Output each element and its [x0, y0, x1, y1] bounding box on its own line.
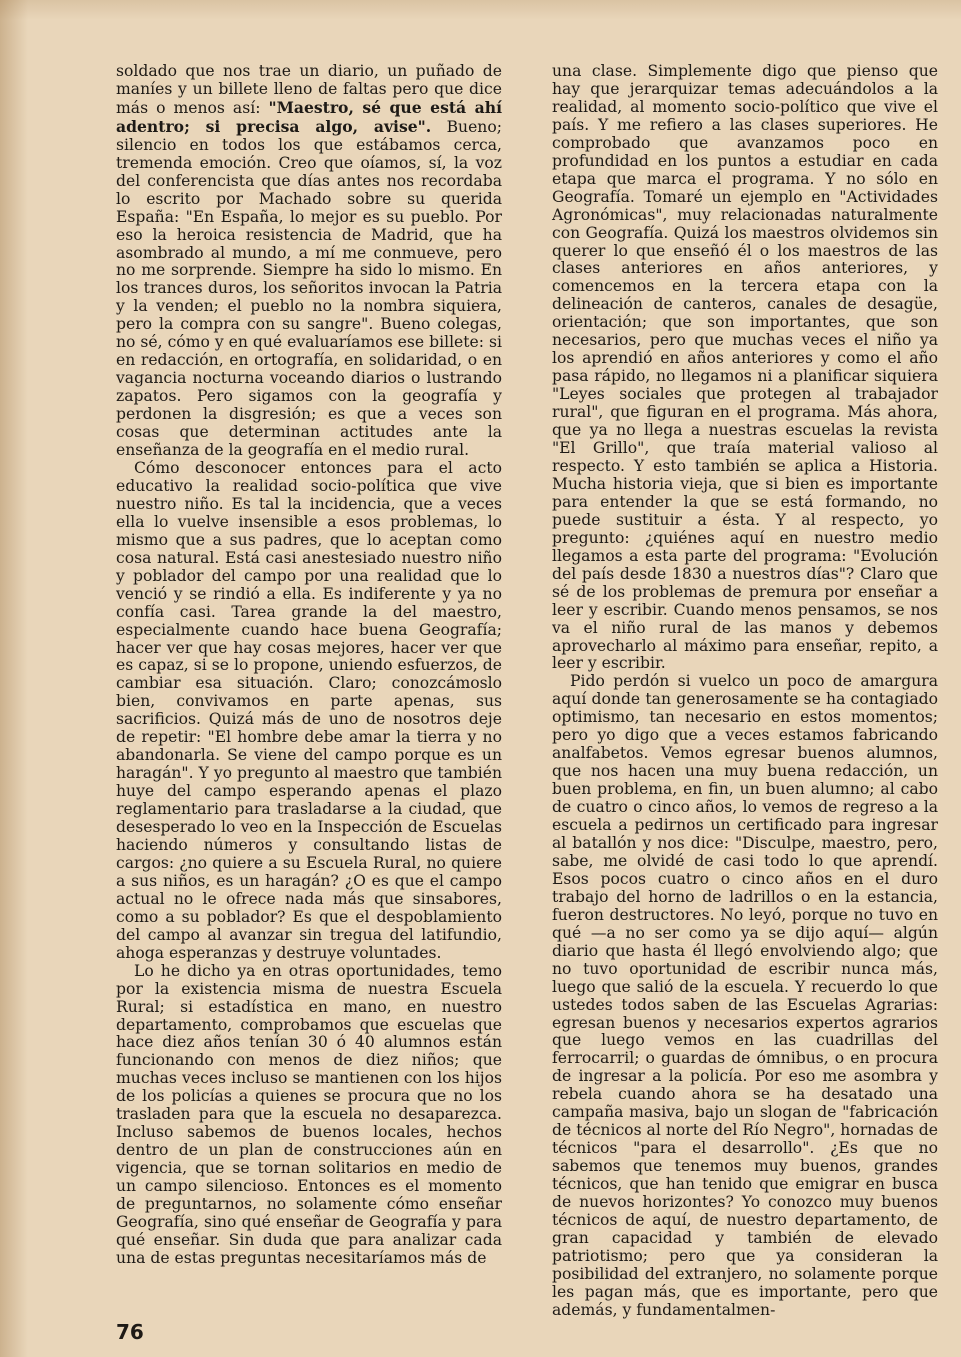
page-number: 76 — [116, 1320, 144, 1344]
left-paragraph-3: Lo he dicho ya en otras oportunidades, temo por la existencia misma de nuestra Escuela Rural; si estadística en mano, en nuestro departamento, comprobamos que escuelas que hace diez años tenían 30 ó 40 alumnos están funcionando con menos de diez niños; que muchas veces incluso se mantienen con los hijos de los policías a quienes se procura que no los trasladen para que la escuela no desaparezca. Incluso sabemos de buenos locales, hechos dentro de un plan de construcciones aún en vigencia, que se tornan solitarios en medio de un campo silencioso. Entonces es el momento de preguntarnos, no solamente cómo enseñar Geografía, sino qué enseñar de Geografía y para qué enseñar. Sin duda que para analizar cada una de estas preguntas necesitaríamos más de — [116, 961, 502, 1267]
left-column — [116, 63, 502, 1268]
right-paragraph-2: Pido perdón si vuelco un poco de amargura aquí donde tan generosamente se ha contagiado optimismo, tan necesario en estos momentos; pero yo digo que a veces estamos fabricando analfabetos. Vemos egresar buenos alumnos, que nos hacen una muy buena redacción, un buen problema, en fin, un buen alumno; al cabo de cuatro o cinco años, lo vemos de regreso a la escuela a pedirnos un certificado para ingresar al batallón y nos dice: "Disculpe, maestro, pero, sabe, me olvidé de casi todo lo que aprendí. Esos pocos cuatro o cinco años en el duro trabajo del horno de ladrillos o en la estancia, fueron destructores. No leyó, porque no tuvo en qué —a no ser como ya se dijo aquí— algún diario que hasta él llegó envolviendo algo; que no tuvo oportunidad de escribir nunca más, luego que salió de la escuela. Y recuerdo lo que ustedes todos saben de las Escuelas Agrarias: egresan buenos y necesarios expertos agrarios que luego vemos en las cuadrillas del ferrocarril; o guardas de ómnibus, o en procura de ingresar a la policía. Por eso me asombra y rebela cuando ahora se ha desatado una campaña masiva, bajo un slogan de "fabricación de técnicos al norte del Río Negro", hornadas de técnicos "para el desarrollo". ¿Es que no sabemos que tenemos muy buenos, grandes técnicos, que han tenido que emigrar en busca de nuevos horizontes? Yo conozco muy buenos técnicos de aquí, de nuestro departamento, de gran capacidad y también de elevado patriotismo; pero que ya consideran la posibilidad del extranjero, no solamente porque les pagan más, que es importante, pero que además, y fundamentalmen- — [552, 672, 938, 1319]
left-paragraph-1-end: Bueno; silencio en todos los que estábamos cerca, tremenda emoción. Creo que oíamos, sí, la voz del conferencista que días antes nos recordaba lo escrito por Machado sobre su querida España: "En España, lo mejor es su pueblo. Por eso la heroica resistencia de Madrid, que ha asombrado al mundo, a mí me conmueve, pero no me sorprende. Siempre ha sido lo mismo. En los trances duros, los señoritos invocan la Patria y la venden; el pueblo no la nombra siquiera, pero la compra con su sangre". Bueno colegas, no sé, cómo y en qué evaluaríamos ese billete: si en redacción, en ortografía, en solidaridad, o en vagancia nocturna voceando diarios o lustrando zapatos. Pero sigamos con la geografía y perdonen la disgresión; es que a veces son cosas que determinan actitudes ante la enseñanza de la geografía en el medio rural. — [116, 117, 502, 460]
left-paragraph-1 — [116, 63, 502, 460]
right-paragraph-1: una clase. Simplemente digo que pienso que hay que jerarquizar temas adecuándolos a la realidad, al momento socio-político que vive el país. Y me refiero a las clases superiores. He comprobado que avanzamos poco en profundidad en los puntos a estudiar en cada etapa que marca el programa. Y no sólo en Geografía. Tomaré un ejemplo en "Actividades Agronómicas", muy relacionadas naturalmente con Geografía. Quizá los maestros olvidemos sin querer lo que enseñó él o los maestros de las clases anteriores en años anteriores, y comencemos en la tercera etapa con la delineación de canteros, canales de desagüe, orientación; que son importantes, que son necesarios, pero que muchas veces el niño ya los aprendió en años anteriores y como el año pasa rápido, no llegamos ni a planificar siquiera "Leyes sociales que protegen al trabajador rural", que figuran en el programa. Más ahora, que ya no llega a nuestras escuelas la revista "El Grillo", que traía material valioso al respecto. Y esto también se aplica a Historia. Mucha historia vieja, que si bien es importante para entender la que se está formando, no puede sustituir a ésta. Y al respecto, yo pregunto: ¿quiénes aquí en nuestro medio llegamos a esta parte del programa: "Evolución del país desde 1830 a nuestros días"? Claro que sé de los problemas de premura por enseñar a leer y escribir. Cuando menos pensamos, se nos va el niño rural de las manos y debemos aprovecharlo al máximo para enseñar, repito, a leer y escribir. — [552, 62, 938, 673]
left-paragraph-2: Cómo desconocer entonces para el acto educativo la realidad socio-política que vive nuestro niño. Es tal la incidencia, que a veces ella lo vuelve insensible a esos problemas, lo mismo que a sus padres, que lo aceptan como cosa natural. Está casi anestesiado nuestro niño y poblador del campo por una realidad que lo venció y se rindió a ella. Es indiferente y ya no confía casi. Tarea grande la del maestro, especialmente cuando hace buena Geografía; hacer ver que hay cosas mejores, hacer ver que es capaz, si se lo propone, uniendo esfuerzos, de cambiar esa situación. Claro; conozcámoslo bien, convivamos en parte apenas, sus sacrificios. Quizá más de uno de nosotros deje de repetir: "El hombre debe amar la tierra y no abandonarla. Se viene del campo porque es un haragán". Y yo pregunto al maestro que también huye del campo esperando apenas el plazo reglamentario para trasladarse a la ciudad, que desesperado lo veo en la Inspección de Escuelas haciendo números y consultando listas de cargos: ¿no quiere a su Escuela Rural, no quiere a sus niños, es un haragán? ¿O es que el campo actual no le ofrece nada más que sinsabores, como a su poblador? Es que el despoblamiento del campo al avanzar sin tregua del latifundio, ahoga esperanzas y destruye voluntades. — [116, 458, 502, 962]
right-column — [552, 63, 938, 1320]
left-paragraph-1-bold-quote: "Maestro, sé que está ahí adentro; si precisa algo, avise". — [116, 97, 502, 136]
left-paragraph-1-start: soldado que nos trae un diario, un puñado de maníes y un billete lleno de faltas pero que dice más o menos así: — [116, 62, 502, 117]
